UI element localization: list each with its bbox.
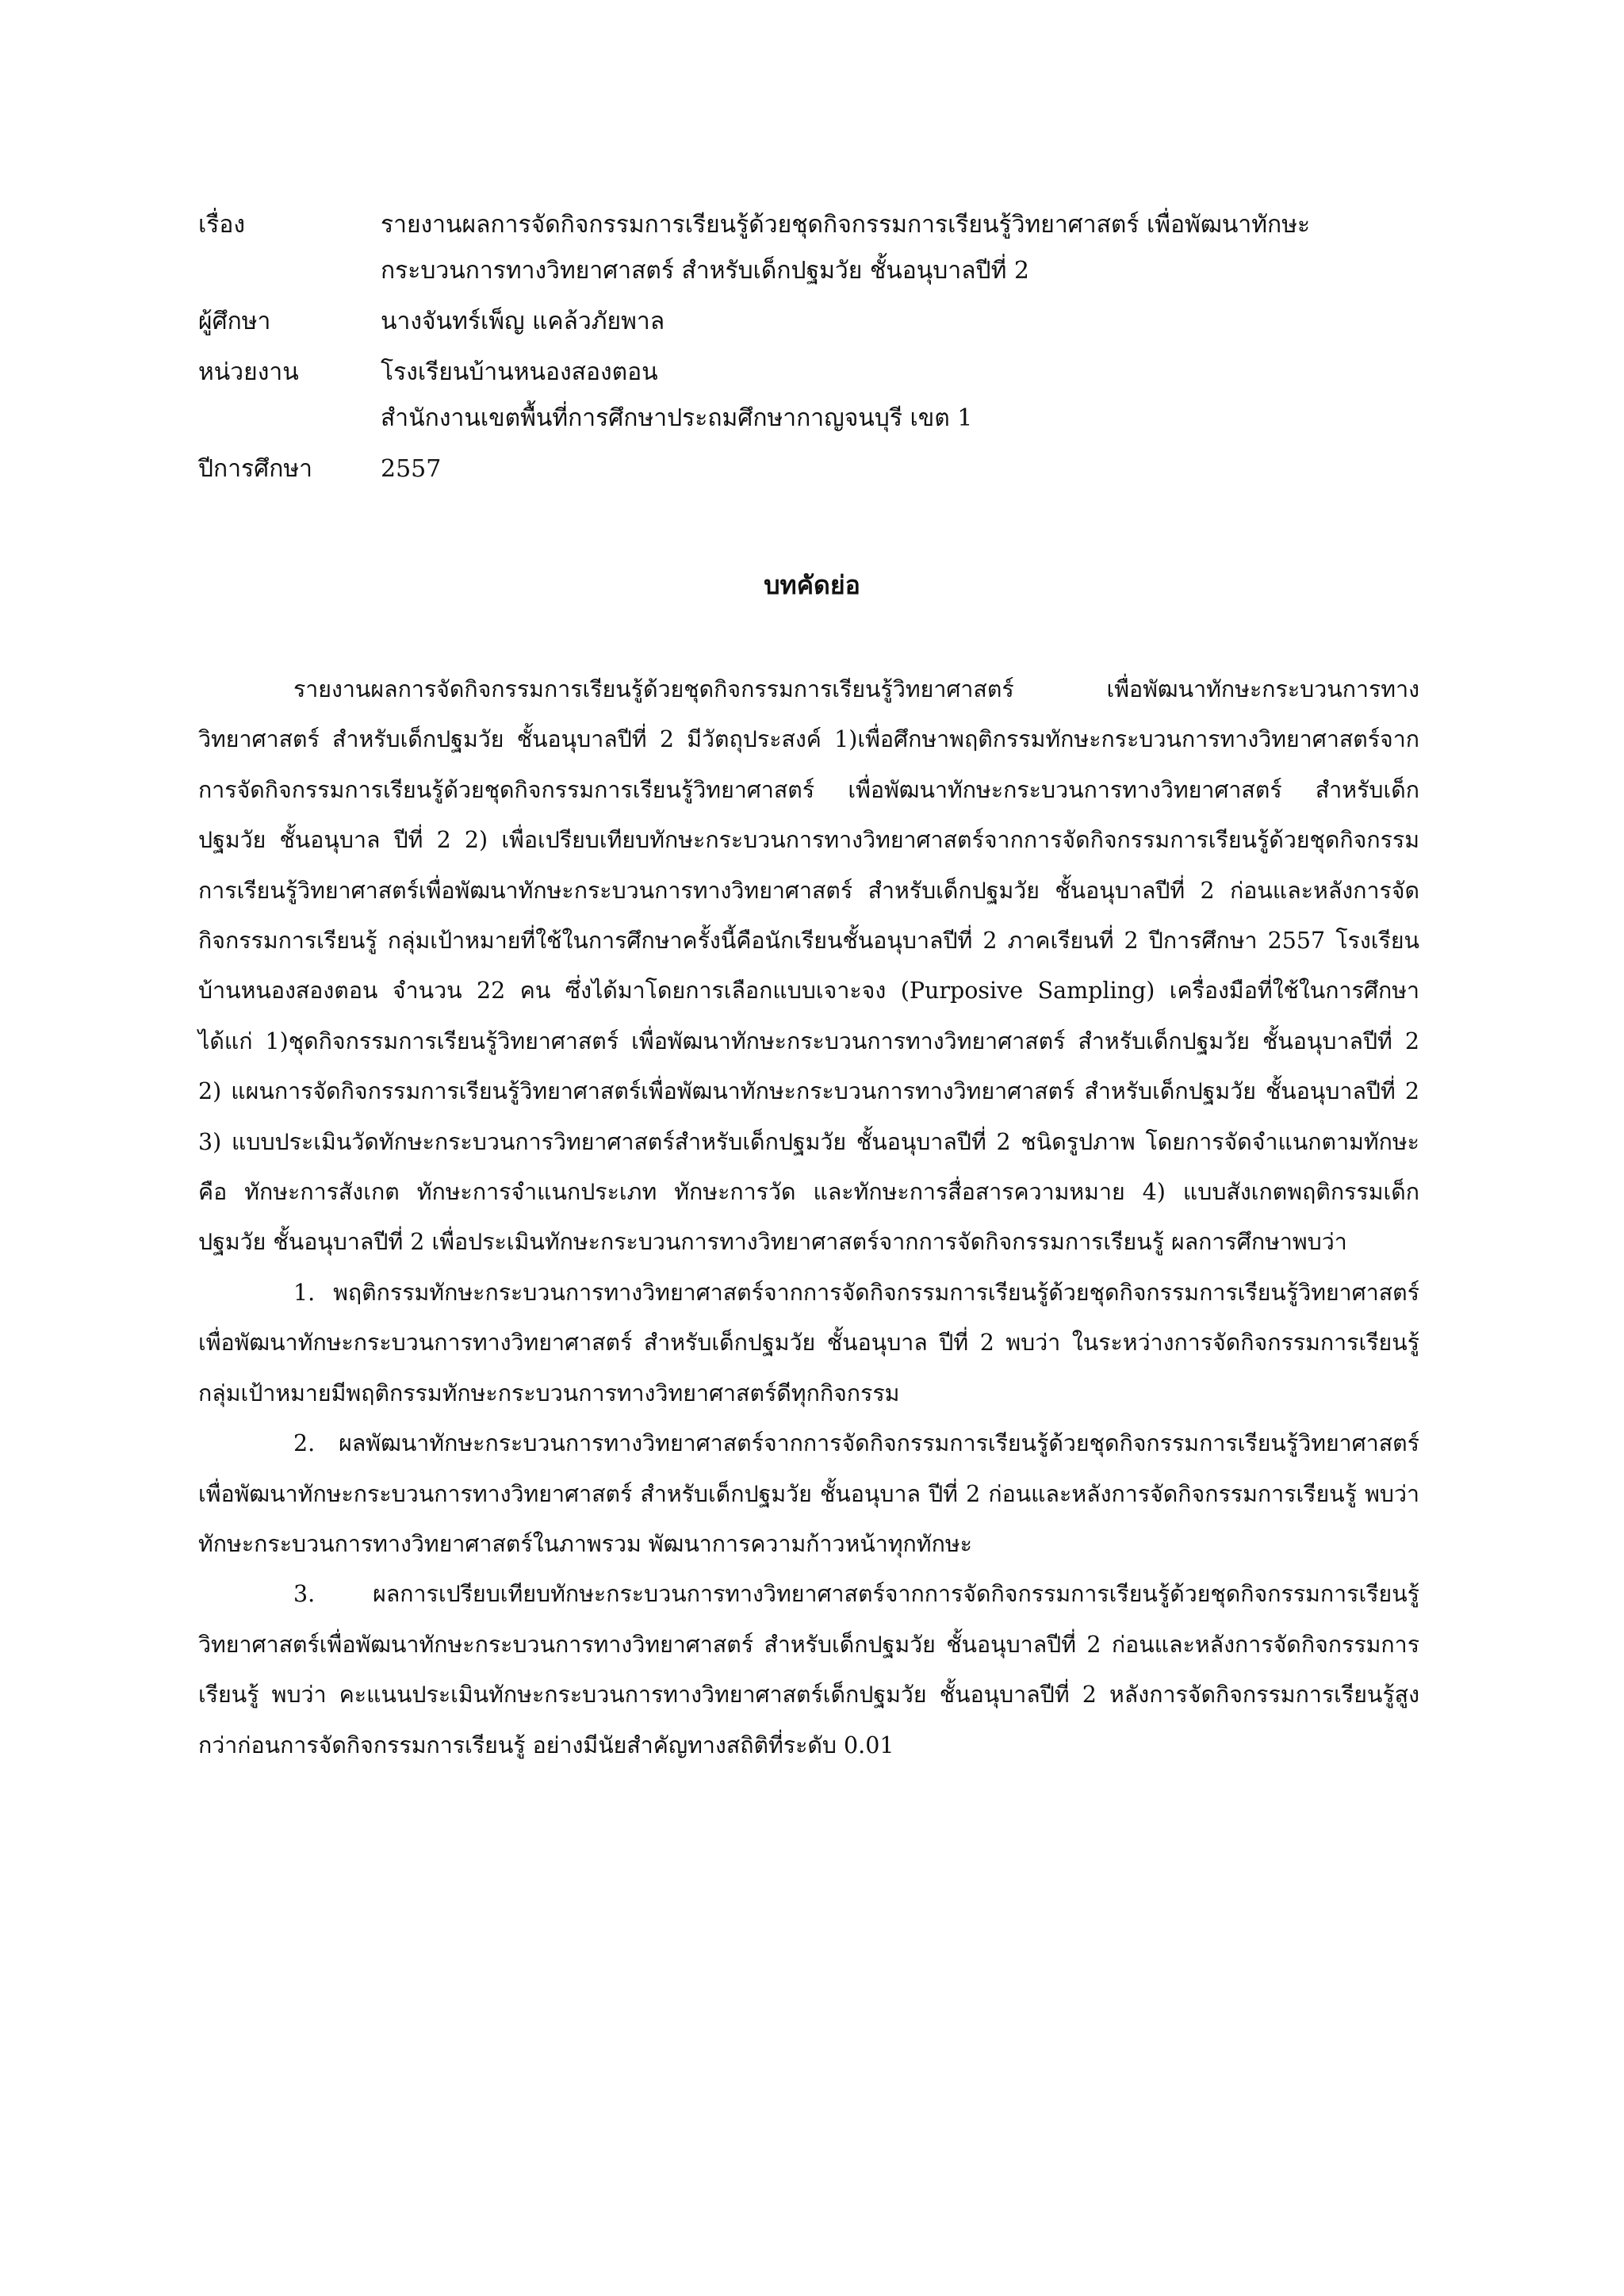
abstract-title: บทคัดย่อ [764, 570, 860, 600]
author-value: นางจันทร์เพ็ญ แคล้วภัยพาล [381, 308, 665, 335]
document-header [198, 202, 1435, 497]
abstract-body [198, 664, 1419, 1770]
author-value-wrap [381, 299, 1435, 345]
year-row [198, 446, 1435, 492]
topic-row [198, 202, 1435, 294]
year-value-wrap [381, 446, 1435, 492]
org-line: สำนักงานเขตพื้นที่การศึกษาประถมศึกษากาญจนบุรี เขต 1 [381, 404, 973, 432]
finding-paragraph-2: 2. ผลพัฒนาทักษะกระบวนการทางวิทยาศาสตร์จากการจัดกิจกรรมการเรียนรู้ด้วยชุดกิจกรรมการเรียนรู้วิทยาศาสตร์ เพื่อพัฒนาทักษะกระบวนการทางวิทยาศาสตร์ สำหรับเด็กปฐมวัย ชั้นอนุบาล ปีที่ 2 ก่อนและหลังการจัดกิจกรรมการเรียนรู้ พบว่า ทักษะกระบวนการทางวิทยาศาสตร์ในภาพรวม พัฒนาการความก้าวหน้าทุกทักษะ [198, 1430, 1419, 1557]
author-label: ผู้ศึกษา [198, 308, 271, 335]
year-label: ปีการศึกษา [198, 455, 312, 483]
topic-line: กระบวนการทางวิทยาศาสตร์ สำหรับเด็กปฐมวัย ชั้นอนุบาลปีที่ 2 [381, 257, 1029, 285]
finding-paragraph-1: 1. พฤติกรรมทักษะกระบวนการทางวิทยาศาสตร์จากการจัดกิจกรรมการเรียนรู้ด้วยชุดกิจกรรมการเรียนรู้วิทยาศาสตร์ เพื่อพัฒนาทักษะกระบวนการทางวิทยาศาสตร์ สำหรับเด็กปฐมวัย ชั้นอนุบาล ปีที่ 2 พบว่า ในระหว่างการจัดกิจกรรมการเรียนรู้กลุ่มเป้าหมายมีพฤติกรรมทักษะกระบวนการทางวิทยาศาสตร์ดีทุกกิจกรรม [198, 1279, 1419, 1406]
org-value [381, 350, 1435, 442]
topic-value [381, 202, 1435, 294]
org-label: หน่วยงาน [198, 358, 299, 386]
author-row [198, 299, 1435, 345]
year-value: 2557 [381, 455, 442, 483]
org-row [198, 350, 1435, 442]
finding-paragraph-3: 3. ผลการเปรียบเทียบทักษะกระบวนการทางวิทยาศาสตร์จากการจัดกิจกรรมการเรียนรู้ด้วยชุดกิจกรรมการเรียนรู้วิทยาศาสตร์เพื่อพัฒนาทักษะกระบวนการทางวิทยาศาสตร์ สำหรับเด็กปฐมวัย ชั้นอนุบาลปีที่ 2 ก่อนและหลังการจัดกิจกรรมการเรียนรู้ พบว่า คะแนนประเมินทักษะกระบวนการทางวิทยาศาสตร์เด็กปฐมวัย ชั้นอนุบาลปีที่ 2 หลังการจัดกิจกรรมการเรียนรู้สูงกว่าก่อนการจัดกิจกรรมการเรียนรู้ อย่างมีนัยสำคัญทางสถิติที่ระดับ 0.01 [198, 1581, 1419, 1758]
topic-label: เรื่อง [198, 211, 246, 239]
topic-line: รายงานผลการจัดกิจกรรมการเรียนรู้ด้วยชุดกิจกรรมการเรียนรู้วิทยาศาสตร์ เพื่อพัฒนาทักษะ [381, 211, 1311, 239]
abstract-paragraph: รายงานผลการจัดกิจกรรมการเรียนรู้ด้วยชุดกิจกรรมการเรียนรู้วิทยาศาสตร์ เพื่อพัฒนาทักษะกระบวนการทางวิทยาศาสตร์ สำหรับเด็กปฐมวัย ชั้นอนุบาลปีที่ 2 มีวัตถุประสงค์ 1)เพื่อศึกษาพฤติกรรมทักษะกระบวนการทางวิทยาศาสตร์จากการจัดกิจกรรมการเรียนรู้ด้วยชุดกิจกรรมการเรียนรู้วิทยาศาสตร์ เพื่อพัฒนาทักษะกระบวนการทางวิทยาศาสตร์ สำหรับเด็กปฐมวัย ชั้นอนุบาล ปีที่ 2 2) เพื่อเปรียบเทียบทักษะกระบวนการทางวิทยาศาสตร์จากการจัดกิจกรรมการเรียนรู้ด้วยชุดกิจกรรมการเรียนรู้วิทยาศาสตร์เพื่อพัฒนาทักษะกระบวนการทางวิทยาศาสตร์ สำหรับเด็กปฐมวัย ชั้นอนุบาลปีที่ 2 ก่อนและหลังการจัดกิจกรรมการเรียนรู้ กลุ่มเป้าหมายที่ใช้ในการศึกษาครั้งนี้คือนักเรียนชั้นอนุบาลปีที่ 2 ภาคเรียนที่ 2 ปีการศึกษา 2557 โรงเรียนบ้านหนองสองตอน จำนวน 22 คน ซึ่งได้มาโดยการเลือกแบบเจาะจง (Purposive Sampling) เครื่องมือที่ใช้ในการศึกษา ได้แก่ 1)ชุดกิจกรรมการเรียนรู้วิทยาศาสตร์ เพื่อพัฒนาทักษะกระบวนการทางวิทยาศาสตร์ สำหรับเด็กปฐมวัย ชั้นอนุบาลปีที่ 2 2) แผนการจัดกิจกรรมการเรียนรู้วิทยาศาสตร์เพื่อพัฒนาทักษะกระบวนการทางวิทยาศาสตร์ สำหรับเด็กปฐมวัย ชั้นอนุบาลปีที่ 2 3) แบบประเมินวัดทักษะกระบวนการวิทยาศาสตร์สำหรับเด็กปฐมวัย ชั้นอนุบาลปีที่ 2 ชนิดรูปภาพ โดยการจัดจำแนกตามทักษะคือ ทักษะการสังเกต ทักษะการจำแนกประเภท ทักษะการวัด และทักษะการสื่อสารความหมาย 4) แบบสังเกตพฤติกรรมเด็กปฐมวัย ชั้นอนุบาลปีที่ 2 เพื่อประเมินทักษะกระบวนการทางวิทยาศาสตร์จากการจัดกิจกรรมการเรียนรู้ ผลการศึกษาพบว่า [198, 676, 1419, 1256]
org-line: โรงเรียนบ้านหนองสองตอน [381, 358, 658, 386]
